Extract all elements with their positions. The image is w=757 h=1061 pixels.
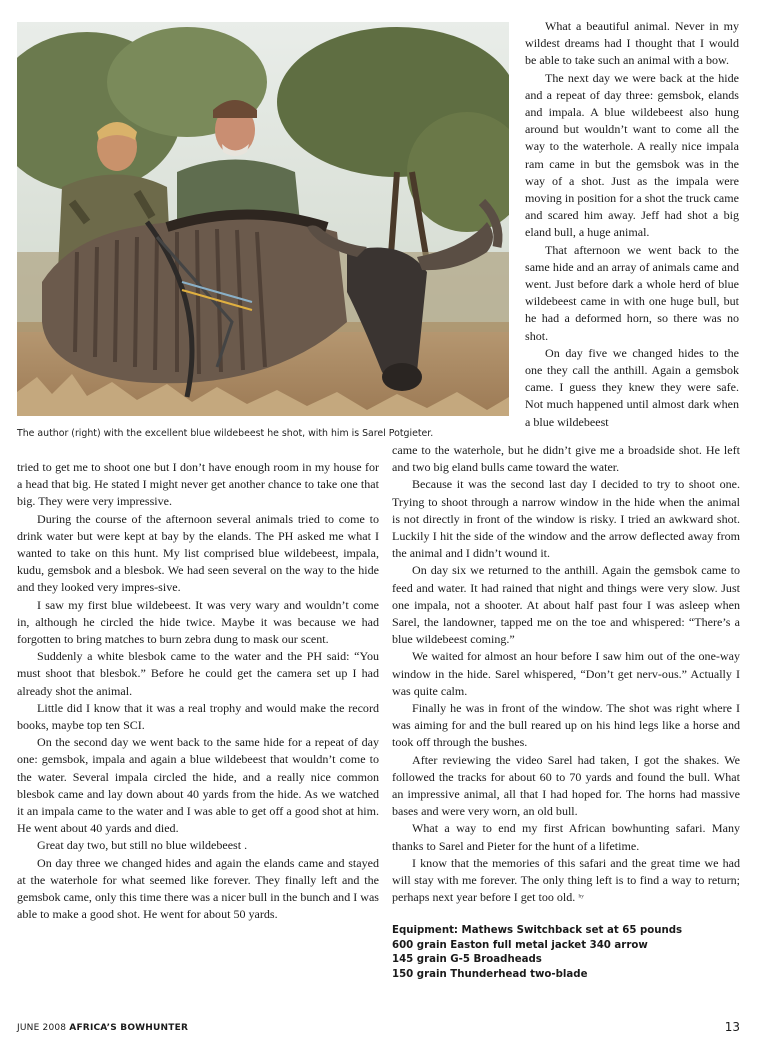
paragraph: Little did I know that it was a real trophy and would make the record books, maybe top ten SCI.	[17, 700, 379, 733]
end-mark: ʰʸ	[578, 892, 584, 903]
paragraph: Great day two, but still no blue wildebeest .	[37, 838, 248, 853]
paragraph: What a way to end my first African bowhunting safari. Many thanks to Sarel and Pieter for the hunt of a lifetime.	[392, 821, 740, 853]
paragraph: On the second day we went back to the same hide for a repeat of day one: gemsbok, impala and again a blue wildebeest that wouldn’t come to the water. Several impala circled the hide, and a really nice common blesbok came and lay down about 40 yards from the hide. As we watched it an impala came to the water and I was able to get off a good shot at him. He went about 40 yards and died.	[17, 735, 379, 836]
paragraph-final-text: I know that the memories of this safari and the great time we had will stay with me forever. The only thing left is to find a way to return; perhaps next year before I get too old.	[392, 855, 740, 905]
paragraph: During the course of the afternoon several animals tried to come to drink water but were kept at bay by the elands. The PH asked me what I wanted to take on this hunt. My list comprised blue wildebeest, impala, kudu, gemsbok and a blesbok. We had seen several on the way to the hide and they looked very impres-sive.	[17, 511, 379, 595]
paragraph: On day three we changed hides and again the elands came and stayed at the waterhole for what seemed like forever. They finally left and the gemsbok came, only this time there was a nicer bull in the bunch and I was able to make a good shot. He went for about 50 yards.	[17, 855, 379, 922]
footer-magazine: AFRICA’S BOWHUNTER	[69, 1023, 189, 1033]
footer	[17, 1023, 188, 1033]
paragraph: On day six we returned to the anthill. Again the gemsbok came to feed and water. It had rained that night and things were very slow. Just one impala, not a shooter. At about half past four I was asleep when Sarel, the landowner, tapped me on the toe and whispered: “There’s a blue wildebeest coming.”	[392, 563, 740, 647]
article-photo	[17, 22, 509, 416]
footer-date: JUNE 2008	[17, 1023, 67, 1033]
paragraph-final	[392, 855, 740, 907]
right-top-column	[525, 18, 739, 431]
paragraph: Finally he was in front of the window. The shot was right where I was aiming for and the bull reared up on his hind legs like a horse and took off through the bushes.	[392, 701, 740, 750]
paragraph: That afternoon we went back to the same hide and an array of animals came and went. Just before dark a whole herd of blue wildebeest came in with one huge bull, but he had a deformed horn, so there was no shot.	[525, 242, 739, 343]
paragraph: Suddenly a white blesbok came to the water and the PH said: “You must shoot that blesbok.” Before he could get the camera set up I had already shot the animal.	[17, 649, 379, 698]
paragraph: On day five we changed hides to the one they call the anthill. Again a gemsbok came. I guess they knew they were safe. Not much happened until almost dark when a blue wildebeest	[525, 345, 739, 429]
paragraph: What a beautiful animal. Never in my wildest dreams had I thought that I would be able to take such an animal with a bow.	[525, 19, 739, 68]
equipment-item: 150 grain Thunderhead two-blade	[392, 968, 588, 980]
paragraph: After reviewing the video Sarel had taken, I got the shakes. We followed the tracks for about 60 to 70 yards and found the bull. What an impressive animal, all that I had hoped for. The horns had massive bases and were very worn, an old bull.	[392, 752, 740, 819]
left-column	[17, 459, 379, 923]
equipment-item: Equipment: Mathews Switchback set at 65 pounds	[392, 925, 683, 936]
paragraph: I saw my first blue wildebeest. It was very wary and wouldn’t come in, although he circled the hide twice. Maybe it was because we had forgotten to bring matches to burn zebra dung to mask our scent.	[17, 597, 379, 647]
page-number: 13	[724, 1020, 740, 1034]
equipment-list	[392, 924, 742, 982]
paragraph: The next day we were back at the hide and a repeat of day three: gemsbok, elands and impala. A blue wildebeest also hung around but wouldn’t want to come all the way to the waterhole. A really nice impala ram came in but the gemsbok was in the way of a shot. Just as the impala were moving in position for a shot the truck came and scared him away. Jeff had shot a big eland bull, a huge animal.	[525, 70, 739, 240]
photo-caption: The author (right) with the excellent blue wildebeest he shot, with him is Sarel Potgieter.	[17, 428, 434, 439]
equipment-item: 145 grain G-5 Broadheads	[392, 954, 542, 966]
paragraph: came to the waterhole, but he didn’t give me a broadside shot. He left and two big eland bulls came toward the water.	[392, 443, 740, 475]
paragraph: Because it was the second last day I decided to try to shoot one. Trying to shoot through a narrow window in the hide when the animal is not directly in front of the window is risky. I tried an awkward shot. Luckily I hit the side of the window and the arrow deflected away from the animal and I didn’t wound it.	[392, 477, 740, 561]
right-bottom-column	[392, 442, 740, 906]
paragraph: We waited for almost an hour before I saw him out of the one-way window in the hide. Sarel whispered, “Don’t get nerv-ous.” Actually I was quite calm.	[392, 649, 740, 698]
equipment-item: 600 grain Easton full metal jacket 340 arrow	[392, 939, 648, 951]
paragraph: tried to get me to shoot one but I don’t have enough room in my house for a head that big. He stated I might never get another chance to take one that big. They were very impressive.	[17, 460, 379, 509]
